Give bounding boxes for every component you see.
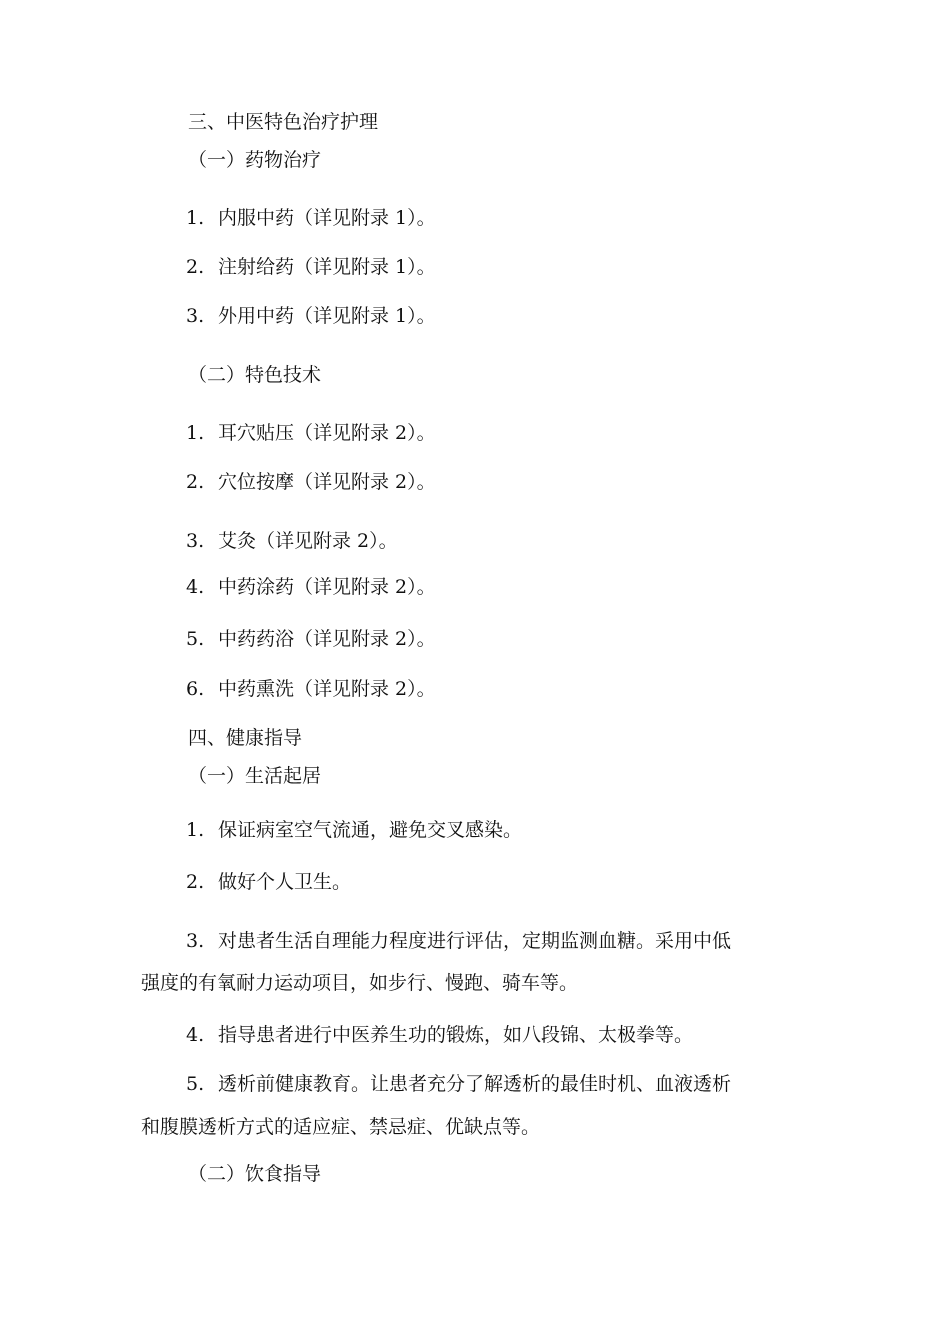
list-number: 2.: [186, 871, 205, 893]
list-text: 中药涂药（详见附录 2）。: [218, 576, 436, 598]
list-number: 6.: [186, 678, 205, 700]
section-heading: 四、健康指导: [188, 727, 303, 749]
list-number: 3.: [186, 530, 205, 552]
list-number: 1.: [186, 207, 205, 229]
subsection-heading: （二）特色技术: [188, 364, 322, 386]
list-item: [186, 206, 436, 230]
list-text: 外用中药（详见附录 1）。: [218, 305, 436, 327]
list-item: [186, 575, 436, 599]
list-item: [186, 304, 436, 328]
list-item: [186, 929, 731, 953]
list-item: [186, 470, 436, 494]
list-item: [186, 677, 436, 701]
list-number: 2.: [186, 256, 205, 278]
subsection-heading: （二）饮食指导: [188, 1163, 322, 1185]
list-text: 透析前健康教育。让患者充分了解透析的最佳时机、血液透析: [218, 1073, 732, 1095]
list-number: 4.: [186, 576, 205, 598]
list-number: 3.: [186, 930, 205, 952]
list-text: 内服中药（详见附录 1）。: [218, 207, 436, 229]
list-item: [186, 870, 351, 894]
list-item: [186, 529, 398, 553]
list-text: 中药药浴（详见附录 2）。: [218, 628, 436, 650]
list-text: 穴位按摩（详见附录 2）。: [218, 471, 436, 493]
list-number: 2.: [186, 471, 205, 493]
list-text: 注射给药（详见附录 1）。: [218, 256, 436, 278]
list-text: 指导患者进行中医养生功的锻炼，如八段锦、太极拳等。: [218, 1024, 694, 1046]
list-item: [186, 627, 436, 651]
list-item: [186, 1072, 731, 1096]
list-text: 中药熏洗（详见附录 2）。: [218, 678, 436, 700]
list-number: 3.: [186, 305, 205, 327]
list-text: 做好个人卫生。: [218, 871, 352, 893]
list-number: 4.: [186, 1024, 205, 1046]
list-text: 艾灸（详见附录 2）。: [218, 530, 398, 552]
list-item: [186, 255, 436, 279]
list-number: 5.: [186, 628, 205, 650]
list-item: [186, 1023, 693, 1047]
list-item: [186, 421, 436, 445]
list-number: 1.: [186, 422, 205, 444]
list-item-continuation: 强度的有氧耐力运动项目，如步行、慢跑、骑车等。: [141, 972, 579, 994]
list-text: 保证病室空气流通，避免交叉感染。: [218, 819, 523, 841]
subsection-heading: （一）生活起居: [188, 765, 322, 787]
list-item-continuation: 和腹膜透析方式的适应症、禁忌症、优缺点等。: [141, 1116, 541, 1138]
section-heading: 三、中医特色治疗护理: [188, 111, 379, 133]
list-text: 对患者生活自理能力程度进行评估，定期监测血糖。采用中低: [218, 930, 732, 952]
subsection-heading: （一）药物治疗: [188, 149, 322, 171]
list-number: 5.: [186, 1073, 205, 1095]
list-item: [186, 818, 522, 842]
list-text: 耳穴贴压（详见附录 2）。: [218, 422, 436, 444]
list-number: 1.: [186, 819, 205, 841]
